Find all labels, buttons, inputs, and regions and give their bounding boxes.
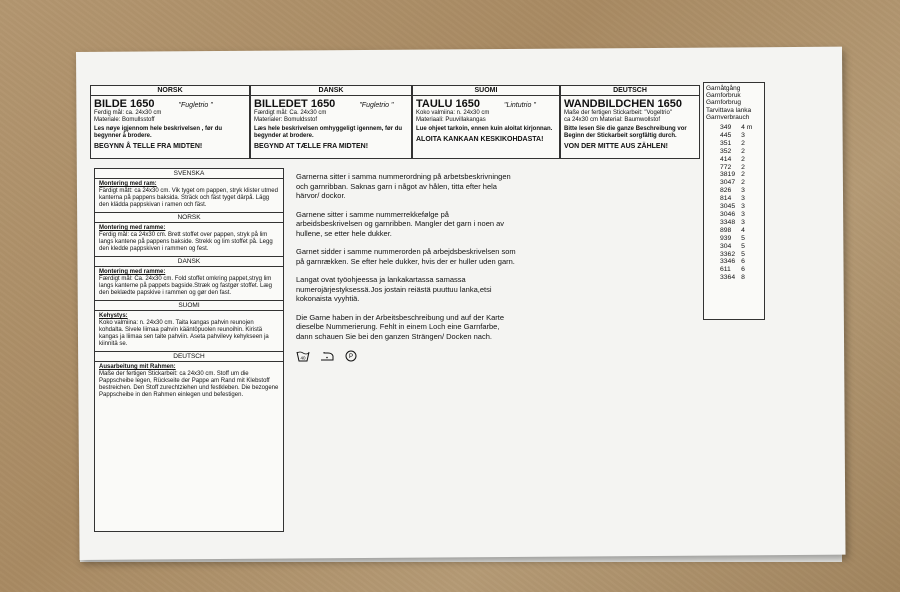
panel-warning: Læs hele beskrivelsen omhyggeligt igennem, før du begynder at brodere.	[254, 126, 403, 139]
section-title: Ausarbeitung mit Rahmen:	[99, 364, 176, 370]
yarn-number: 3046	[720, 210, 736, 218]
yarn-amount: 2	[741, 139, 745, 147]
section-title: Montering med ramme:	[99, 269, 166, 275]
yarn-number: 814	[720, 195, 732, 203]
section-text: Maße der fertigen Stickarbeit: ca 24x30 cm. Stoff um die Pappscheibe legen, Rückseite der Pappe am Rand mit Klebstoff bestreichen. Den Stoff zurechtziehen und festkleben. Die bezogene Pappscheibe in den Rahmen einlegen und befestigen.	[99, 371, 279, 398]
language-panel	[90, 85, 250, 159]
yarn-key-row	[720, 211, 758, 219]
dryclean-p-icon	[344, 350, 358, 362]
yarn-number: 611	[720, 266, 731, 274]
yarn-key-header: Tarvittava lanka	[706, 106, 752, 114]
yarn-key-row	[720, 258, 758, 266]
yarn-number: 898	[720, 226, 732, 234]
yarn-number: 3364	[720, 274, 736, 282]
yarn-amount: 6	[741, 266, 745, 274]
yarn-amount: 4	[741, 226, 745, 234]
panel-size: Koko valmiina: n. 24x30 cm	[416, 110, 490, 116]
yarn-amount: 2	[741, 179, 745, 187]
yarn-amount: 8	[741, 274, 745, 282]
yarn-number: 3045	[720, 203, 736, 211]
care-icons	[296, 350, 516, 362]
mounting-section	[95, 300, 283, 351]
yarn-key-headers	[704, 83, 764, 124]
panel-begin: VON DER MITTE AUS ZÄHLEN!	[564, 143, 668, 150]
section-body	[95, 223, 283, 256]
yarn-key-row	[720, 195, 758, 203]
yarn-number: 304	[720, 242, 732, 250]
panel-header: DEUTSCH	[561, 86, 699, 96]
section-body	[95, 362, 283, 402]
panel-begin: BEGYNN Å TELLE FRA MIDTEN!	[94, 143, 203, 150]
panel-title: BILDE 1650 "Fugletrio "	[94, 98, 213, 110]
yarn-amount: 2	[741, 155, 745, 163]
yarn-number: 445	[720, 131, 732, 139]
yarn-key-row	[720, 266, 758, 274]
yarn-key-row	[720, 124, 758, 132]
panel-header: NORSK	[91, 86, 249, 96]
yarn-key-header: Garnverbrauch	[706, 113, 750, 121]
yarn-key-table	[720, 124, 758, 282]
yarn-key-row	[720, 140, 758, 148]
yarn-key-row	[720, 179, 758, 187]
yarn-paragraph: Die Garne haben in der Arbeitsbeschreibung und auf der Karte dieselbe Nummerierung. Fehlt in einem Loch eine Garnfarbe, dann schauen Sie bei den ganzen Strängen/ Docken nach.	[296, 312, 505, 341]
yarn-amount: 3	[741, 195, 745, 203]
panel-warning: Lue ohjeet tarkoin, ennen kuin aloitat kirjonnan.	[416, 126, 553, 132]
yarn-amount: 3	[741, 131, 745, 139]
dryclean-letter: P	[348, 354, 354, 361]
panel-size: Færdigt mål: Ca. 24x30 cm	[254, 110, 327, 116]
panel-title: BILLEDET 1650 "Fugletrio "	[254, 98, 394, 110]
panel-header: DANSK	[251, 86, 411, 96]
section-title: Montering med ram:	[99, 181, 157, 187]
yarn-note	[296, 172, 516, 362]
yarn-number: 349	[720, 124, 732, 132]
section-header: DEUTSCH	[95, 351, 283, 362]
panel-material: Materialer: Bomuldsstof	[254, 117, 318, 123]
panel-size: Ferdig mål: ca. 24x30 cm	[94, 110, 162, 116]
yarn-key-header: Garnforbruk	[706, 92, 741, 100]
mounting-section	[95, 351, 283, 402]
yarn-key	[703, 82, 765, 320]
yarn-amount: 3	[741, 187, 745, 195]
iron-icon	[320, 350, 334, 362]
yarn-key-header: Garnåtgång	[706, 85, 741, 92]
yarn-paragraph: Garnerna sitter i samma nummerordning på arbetsbeskrivningen och garnribban. Saknas garn i något av hålen, titta efter hela härvor/ dockor.	[296, 172, 511, 200]
yarn-amount: 2	[741, 147, 745, 155]
panel-warning: Bitte lesen Sie die ganze Beschreibung vor Beginn der Stickarbeit sorgfältig durch.	[564, 126, 687, 139]
yarn-key-row	[720, 274, 758, 282]
yarn-key-row	[720, 235, 758, 243]
panel-material: Materiale: Bomullsstoff	[94, 117, 155, 123]
yarn-key-row	[720, 156, 758, 164]
yarn-key-row	[720, 171, 758, 179]
panel-material: Materiaali: Puuvillakangas	[416, 117, 486, 123]
panel-title: WANDBILDCHEN 1650	[564, 98, 682, 110]
language-panel	[412, 85, 560, 159]
yarn-key-row	[720, 219, 758, 227]
section-header: NORSK	[95, 212, 283, 223]
panel-begin: ALOITA KANKAAN KESKIKOHDASTA!	[416, 136, 544, 143]
yarn-key-row	[720, 203, 758, 211]
yarn-number: 3047	[720, 179, 736, 187]
section-header: SVENSKA	[95, 169, 283, 179]
yarn-key-row	[720, 164, 758, 172]
yarn-key-row	[720, 243, 758, 251]
section-header: DANSK	[95, 256, 283, 267]
section-title: Montering med ramme:	[99, 225, 166, 231]
yarn-key-row	[720, 187, 758, 195]
section-body	[95, 311, 283, 351]
panel-size: Maße der fertigen Stickarbeit: "Vogeltrio"	[564, 110, 672, 116]
yarn-key-row	[720, 148, 758, 156]
mounting-section	[95, 212, 283, 256]
mounting-instructions	[94, 168, 284, 532]
yarn-paragraph: Garnene sitter i samme nummerrekkefølge på arbeidsbeskrivelsen og garnribben. Mangler det garn i noen av hullene, se etter hele dukker.	[296, 209, 505, 238]
panel-warning: Les nøye igjennom hele beskrivelsen , før du begynner å brodere.	[94, 126, 223, 139]
yarn-number: 3348	[720, 218, 736, 226]
mounting-section	[95, 256, 283, 300]
section-title: Kehystys:	[99, 313, 128, 319]
yarn-amount: 3	[741, 218, 745, 226]
language-panel	[250, 85, 412, 159]
yarn-amount: 5	[741, 234, 745, 242]
yarn-number: 3362	[720, 250, 736, 258]
yarn-key-header: Garnforbrug	[706, 99, 742, 107]
yarn-number: 352	[720, 147, 732, 155]
yarn-number: 3346	[720, 258, 736, 266]
panel-title: TAULU 1650 "Lintutrio "	[416, 98, 536, 110]
yarn-amount: 5	[741, 250, 745, 258]
yarn-amount: 3	[741, 210, 745, 218]
yarn-paragraph: Langat ovat työohjeessa ja lankakartassa samassa numerojärjestyksessä.Jos jostain reiästä puuttuu lanka,etsi kokonaista vyyhtiä.	[296, 275, 492, 303]
section-header: SUOMI	[95, 300, 283, 311]
section-text: Færdigt mål: Ca. 24x30 cm. Fold stoffet omkring pappet,stryg lim langs kanterne på pappets bagside.Stræk og fastgør stoffet. Læg den beklædte papskive i rammen og gør den fast.	[99, 276, 272, 296]
yarn-number: 351	[720, 139, 732, 147]
yarn-amount: 4 m	[741, 124, 753, 132]
yarn-key-row	[720, 251, 758, 259]
language-panel	[560, 85, 700, 159]
panel-header: SUOMI	[413, 86, 559, 96]
yarn-amount: 2	[741, 171, 745, 179]
wash-40-icon	[296, 350, 310, 362]
yarn-number: 772	[720, 163, 732, 171]
yarn-amount: 6	[741, 258, 745, 266]
yarn-key-row	[720, 132, 758, 140]
section-body	[95, 267, 283, 300]
yarn-amount: 5	[741, 242, 745, 250]
yarn-number: 826	[720, 187, 732, 195]
section-text: Färdigt mått: ca 24x30 cm. Vik tyget om pappen, stryk klister utmed kanterna på pappens baksida. Sträck och fäst tyget därpå. Lägg den klädda pappskivan i ramen och fäst.	[99, 188, 278, 208]
mounting-section	[95, 169, 283, 212]
yarn-number: 3819	[720, 171, 736, 179]
panel-material: ca 24x30 cm Material: Baumwollstof	[564, 117, 661, 123]
yarn-amount: 3	[741, 203, 745, 211]
yarn-paragraph: Garnet sidder i samme nummerorden på arbejdsbeskrivelsen som på garnrækken. Se efter hele dukker, hvis der er huller uden garn.	[296, 247, 516, 266]
wash-temperature: 40	[300, 355, 306, 361]
yarn-paragraphs	[296, 172, 516, 341]
section-body	[95, 179, 283, 212]
yarn-amount: 2	[741, 163, 745, 171]
yarn-number: 414	[720, 155, 732, 163]
yarn-key-row	[720, 227, 758, 235]
section-text: Ferdig mål: ca 24x30 cm. Brett stoffet over pappen, stryk på lim langs kantene på pappens bakside. Strekk og lim stoffet på. Legg den kledde pappskiven i rammen og fest.	[99, 232, 273, 252]
section-text: Koko valmiina: n. 24x30 cm. Taita kangas pahvin reunojen kohdalta. Sivele liimaa pahvin kääntöpuolen reunoihin. Kiristä kangas ja liimaa sen taite pahviin. Aseta pahvilevy kehykseen ja kiinnitä se.	[99, 320, 269, 347]
yarn-number: 939	[720, 234, 732, 242]
panel-begin: BEGYND AT TÆLLE FRA MIDTEN!	[254, 143, 369, 150]
